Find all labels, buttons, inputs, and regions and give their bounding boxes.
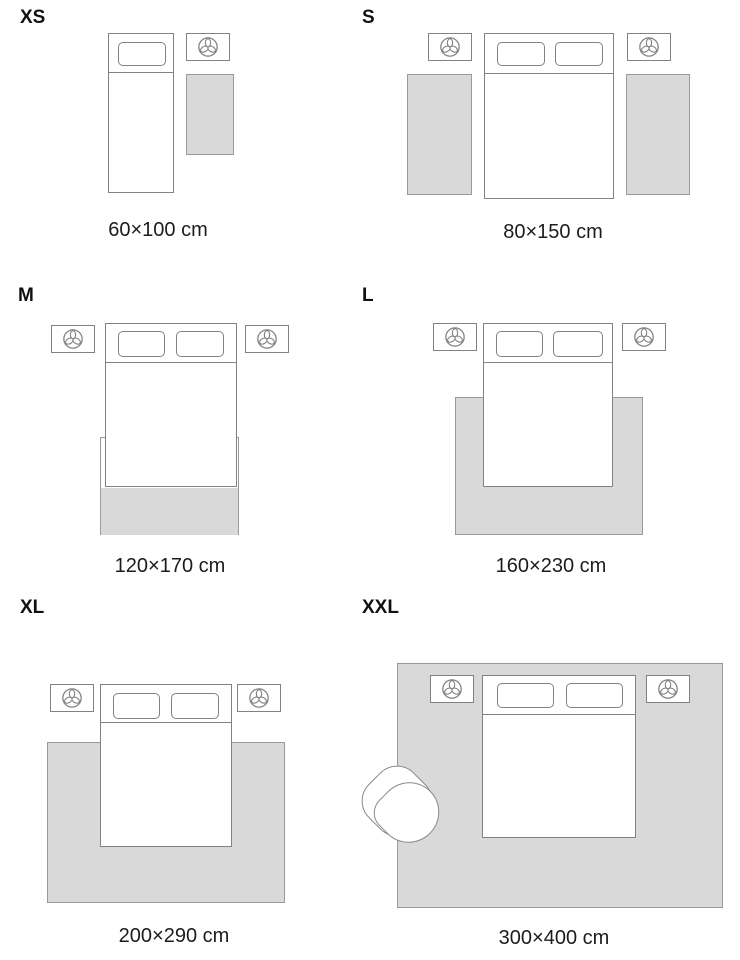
size-section-xl [0, 590, 370, 960]
pillow-right [566, 683, 623, 708]
dimensions-label-xs: 60×100 cm [108, 219, 208, 241]
bed [482, 675, 636, 838]
size-section-xs [0, 0, 370, 280]
size-label-s: S [362, 7, 375, 28]
bed [100, 684, 232, 847]
size-label-xxl: XXL [362, 597, 399, 618]
plant-icon [256, 328, 278, 350]
dimensions-label-xxl: 300×400 cm [498, 927, 610, 949]
bed [108, 33, 174, 193]
rug [186, 74, 234, 155]
size-label-m: M [18, 285, 34, 306]
bed [483, 323, 613, 487]
size-label-xl: XL [20, 597, 45, 618]
pillow-left [497, 683, 554, 708]
dimensions-label-s: 80×150 cm [503, 221, 603, 243]
plant-icon [248, 687, 270, 709]
plant-icon [197, 36, 219, 58]
plant-icon [638, 36, 660, 58]
nightstand-left [433, 323, 477, 351]
size-section-l [360, 280, 740, 590]
pillow-right [555, 42, 603, 66]
pillow-left [497, 42, 545, 66]
nightstand-left [50, 684, 94, 712]
size-section-s [360, 0, 740, 280]
nightstand-left [51, 325, 95, 353]
nightstand-left [430, 675, 474, 703]
size-label-xs: XS [20, 7, 46, 28]
plant-icon [439, 36, 461, 58]
nightstand-right [627, 33, 671, 61]
rug-right [626, 74, 690, 195]
pillow-right [176, 331, 224, 357]
plant-icon [61, 687, 83, 709]
plant-icon [633, 326, 655, 348]
pillow-left [118, 331, 165, 357]
nightstand-right [622, 323, 666, 351]
dimensions-label-xl: 200×290 cm [118, 925, 230, 947]
dimensions-label-m: 120×170 cm [114, 555, 226, 577]
pillow-right [553, 331, 603, 357]
size-label-l: L [362, 285, 374, 306]
nightstand-right [237, 684, 281, 712]
pillow-right [171, 693, 219, 719]
size-section-m [0, 280, 370, 590]
nightstand [186, 33, 230, 61]
nightstand-right [245, 325, 289, 353]
nightstand-right [646, 675, 690, 703]
size-section-xxl [360, 590, 740, 960]
pillow-left [113, 693, 160, 719]
rug-exposed-area [101, 488, 238, 535]
nightstand-left [428, 33, 472, 61]
bed [105, 323, 237, 487]
plant-icon [657, 678, 679, 700]
pillow [118, 42, 166, 66]
plant-icon [62, 328, 84, 350]
dimensions-label-l: 160×230 cm [495, 555, 607, 577]
rug-left [407, 74, 472, 195]
plant-icon [444, 326, 466, 348]
plant-icon [441, 678, 463, 700]
pillow-left [496, 331, 543, 357]
bed [484, 33, 614, 199]
